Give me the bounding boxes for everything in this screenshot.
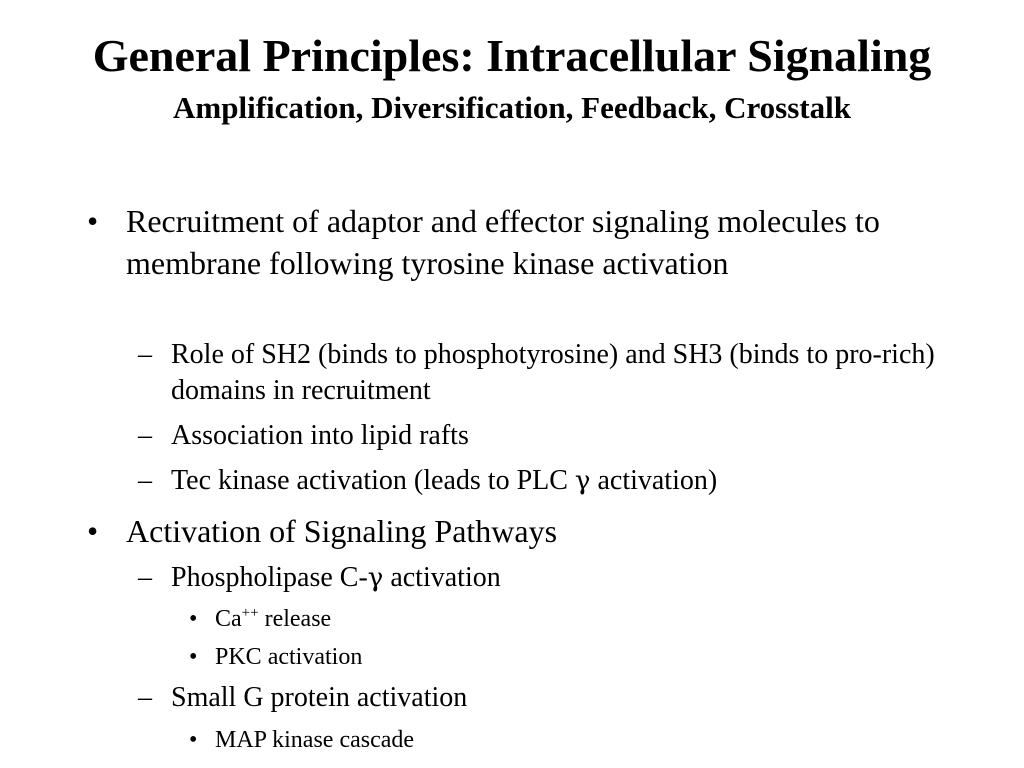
subsubitem-map-kinase — [189, 724, 949, 756]
bullet-pathways — [87, 510, 947, 552]
tec-kinase-suffix: activation) — [590, 465, 718, 496]
subitem-tec-kinase — [138, 463, 958, 499]
bullet-marker: • — [87, 513, 99, 549]
slide-title: General Principles: Intracellular Signaling — [92, 30, 932, 81]
subitem-plc-gamma — [138, 560, 958, 596]
subitem-small-g-protein — [138, 680, 958, 716]
bullet-pathways-text: Activation of Signaling Pathways — [126, 513, 558, 549]
gamma-symbol: γ — [574, 466, 591, 496]
subitem-small-g-protein-text: Small G protein activation — [171, 682, 468, 713]
bullet-marker: • — [189, 606, 198, 632]
ca-suffix: release — [258, 606, 332, 632]
gamma-symbol: γ — [367, 563, 384, 593]
plc-suffix: activation — [383, 562, 501, 593]
subitem-plc-gamma-text — [171, 560, 958, 596]
ca-superscript: ++ — [241, 605, 259, 621]
dash-marker: – — [138, 465, 152, 496]
subsubitem-pkc — [189, 641, 949, 673]
subitem-tec-kinase-text — [171, 463, 958, 499]
bullet-recruitment-text: Recruitment of adaptor and effector signaling molecules to membrane following tyrosine kinase activation — [126, 203, 880, 281]
subsubitem-pkc-text: PKC activation — [215, 644, 363, 670]
bullet-marker: • — [189, 727, 198, 753]
subsubitem-ca-release-text — [215, 603, 949, 635]
slide-subtitle: Amplification, Diversification, Feedback, Crosstalk — [173, 90, 851, 125]
subsubitem-ca-release — [189, 603, 949, 635]
ca-base: Ca — [215, 606, 242, 632]
subitem-sh2-sh3-text: Role of SH2 (binds to phosphotyrosine) and SH3 (binds to pro-rich) domains in recruitment — [171, 339, 935, 406]
dash-marker: – — [138, 682, 152, 713]
dash-marker: – — [138, 420, 152, 451]
bullet-marker: • — [189, 644, 198, 670]
plc-prefix: Phospholipase C- — [171, 562, 368, 593]
tec-kinase-prefix: Tec kinase activation (leads to PLC — [171, 465, 575, 496]
dash-marker: – — [138, 562, 152, 593]
bullet-marker: • — [87, 203, 99, 239]
subitem-lipid-rafts — [138, 418, 958, 454]
subitem-lipid-rafts-text: Association into lipid rafts — [171, 420, 469, 451]
dash-marker: – — [138, 339, 152, 370]
subsubitem-map-kinase-text: MAP kinase cascade — [215, 727, 415, 753]
subitem-sh2-sh3 — [138, 337, 958, 409]
bullet-recruitment — [87, 200, 947, 284]
